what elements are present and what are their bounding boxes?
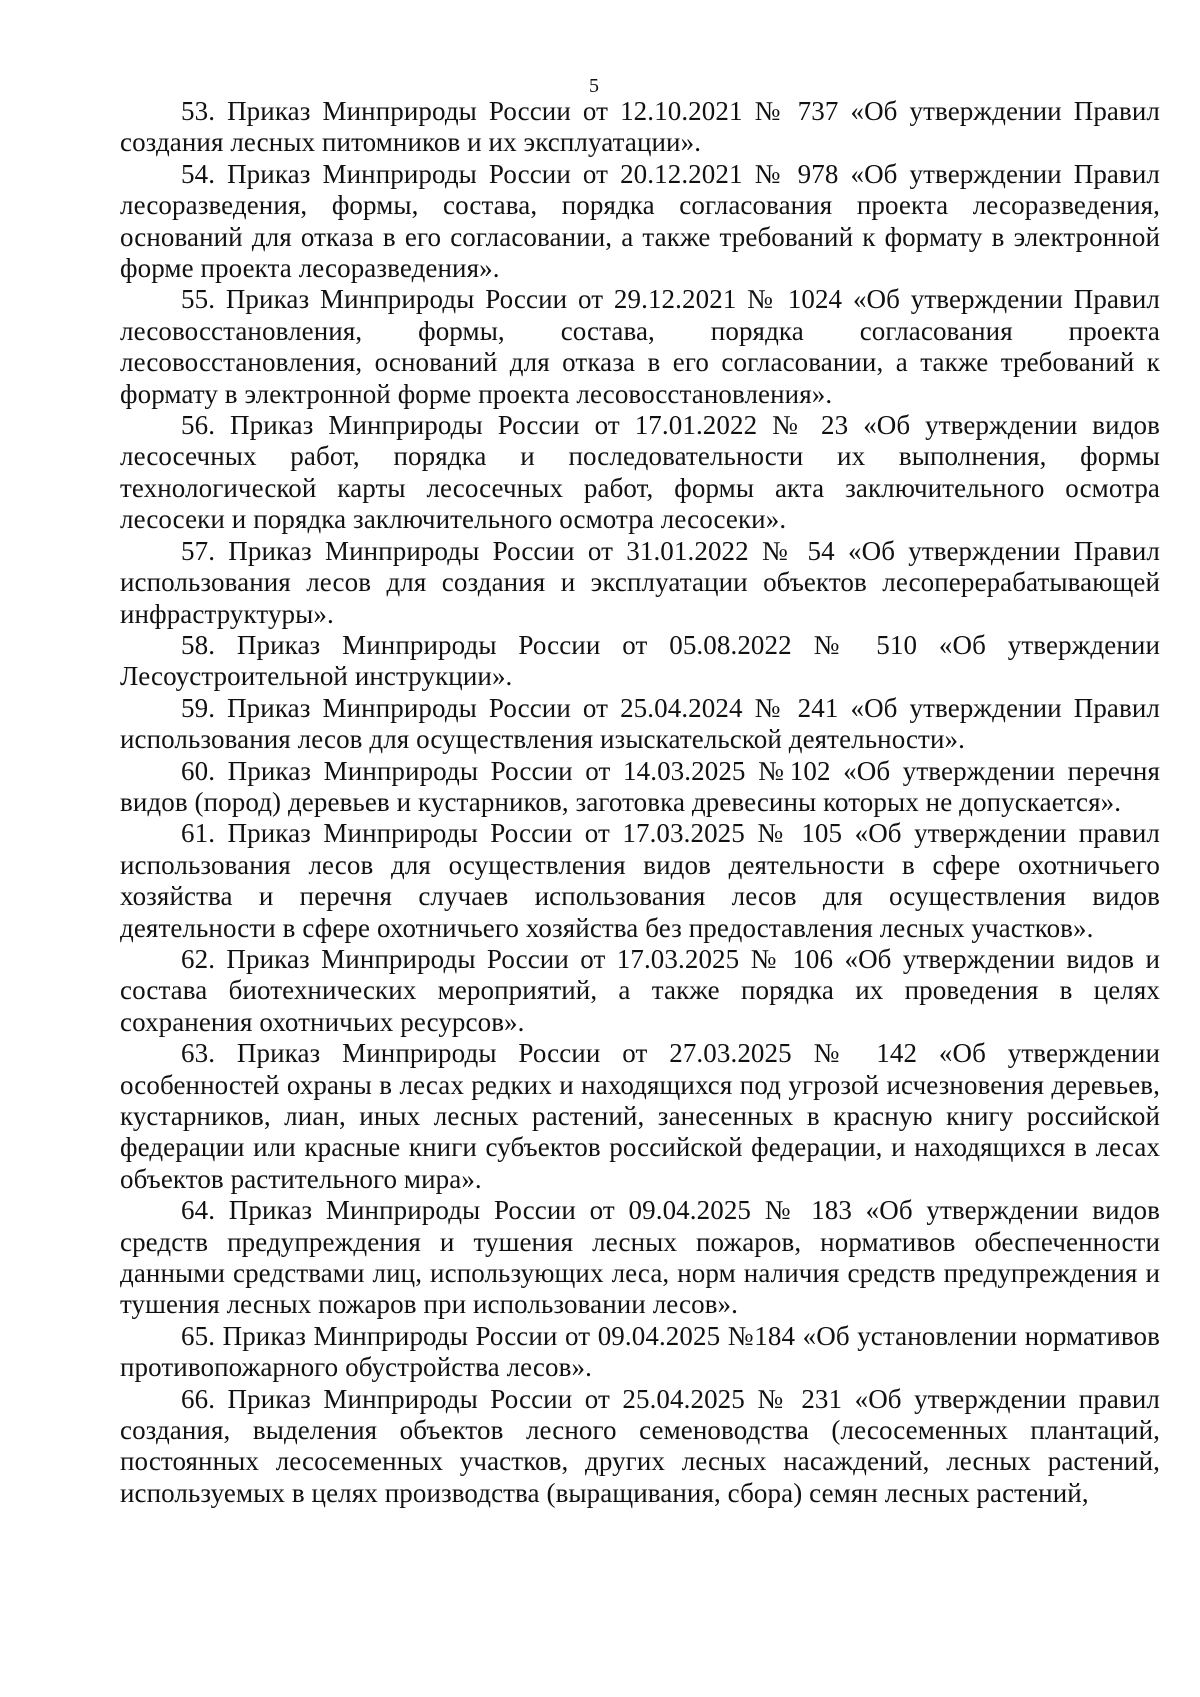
list-item: 66. Приказ Минприроды России от 25.04.2025 № 231 «Об утверждении правил создания, выделения объектов лесного семеноводства (лесосеменных плантаций, постоянных лесосеменных участков, других лесных насаждений, лесных растений, используемых в целях производства (выращивания, сбора) семян лесных растений, [120, 1383, 1160, 1508]
list-item: 62. Приказ Минприроды России от 17.03.2025 № 106 «Об утверждении видов и состава биотехнических мероприятий, а также порядка их проведения в целях сохранения охотничьих ресурсов». [120, 943, 1160, 1037]
list-item: 58. Приказ Минприроды России от 05.08.2022 № 510 «Об утверждении Лесоустроительной инструкции». [120, 629, 1160, 692]
list-item: 53. Приказ Минприроды России от 12.10.2021 № 737 «Об утверждении Правил создания лесных питомников и их эксплуатации». [120, 96, 1160, 158]
list-item: 63. Приказ Минприроды России от 27.03.2025 № 142 «Об утверждении особенностей охраны в лесах редких и находящихся под угрозой исчезновения деревьев, кустарников, лиан, иных лесных растений, занесенных в красную книгу российской федерации или красные книги субъектов российской федерации, и находящихся в лесах объектов растительного мира». [120, 1038, 1160, 1194]
page-number: 5 [589, 75, 599, 97]
list-item: 61. Приказ Минприроды России от 17.03.2025 № 105 «Об утверждении правил использования лесов для осуществления видов деятельности в сфере охотничьего хозяйства и перечня случаев использования лесов для осуществления видов деятельности в сфере охотничьего хозяйства без предоставления лесных участков». [120, 818, 1160, 943]
list-item: 57. Приказ Минприроды России от 31.01.2022 № 54 «Об утверждении Правил использования лесов для создания и эксплуатации объектов лесоперерабатывающей инфраструктуры». [120, 535, 1160, 629]
list-item: 54. Приказ Минприроды России от 20.12.2021 № 978 «Об утверждении Правил лесоразведения, формы, состава, порядка согласования проекта лесоразведения, оснований для отказа в его согласовании, а также требований к формату в электронной форме проекта лесоразведения». [120, 158, 1160, 284]
list-item: 59. Приказ Минприроды России от 25.04.2024 № 241 «Об утверждении Правил использования лесов для осуществления изыскательской деятельности». [120, 692, 1160, 755]
document-body [120, 96, 1160, 1509]
list-item: 55. Приказ Минприроды России от 29.12.2021 № 1024 «Об утверждении Правил лесовосстановления, формы, состава, порядка согласования проекта лесовосстановления, оснований для отказа в его согласовании, а также требований к формату в электронной форме проекта лесовосстановления». [120, 284, 1160, 409]
list-item: 56. Приказ Минприроды России от 17.01.2022 № 23 «Об утверждении видов лесосечных работ, порядка и последовательности их выполнения, формы технологической карты лесосечных работ, формы акта заключительного осмотра лесосеки и порядка заключительного осмотра лесосеки». [120, 410, 1160, 535]
list-item: 65. Приказ Минприроды России от 09.04.2025 №184 «Об установлении нормативов противопожарного обустройства лесов». [120, 1320, 1160, 1383]
list-item: 60. Приказ Минприроды России от 14.03.2025 №102 «Об утверждении перечня видов (пород) деревьев и кустарников, заготовка древесины которых не допускается». [120, 755, 1160, 817]
list-item: 64. Приказ Минприроды России от 09.04.2025 № 183 «Об утверждении видов средств предупреждения и тушения лесных пожаров, нормативов обеспеченности данными средствами лиц, использующих леса, норм наличия средств предупреждения и тушения лесных пожаров при использовании лесов». [120, 1195, 1160, 1320]
